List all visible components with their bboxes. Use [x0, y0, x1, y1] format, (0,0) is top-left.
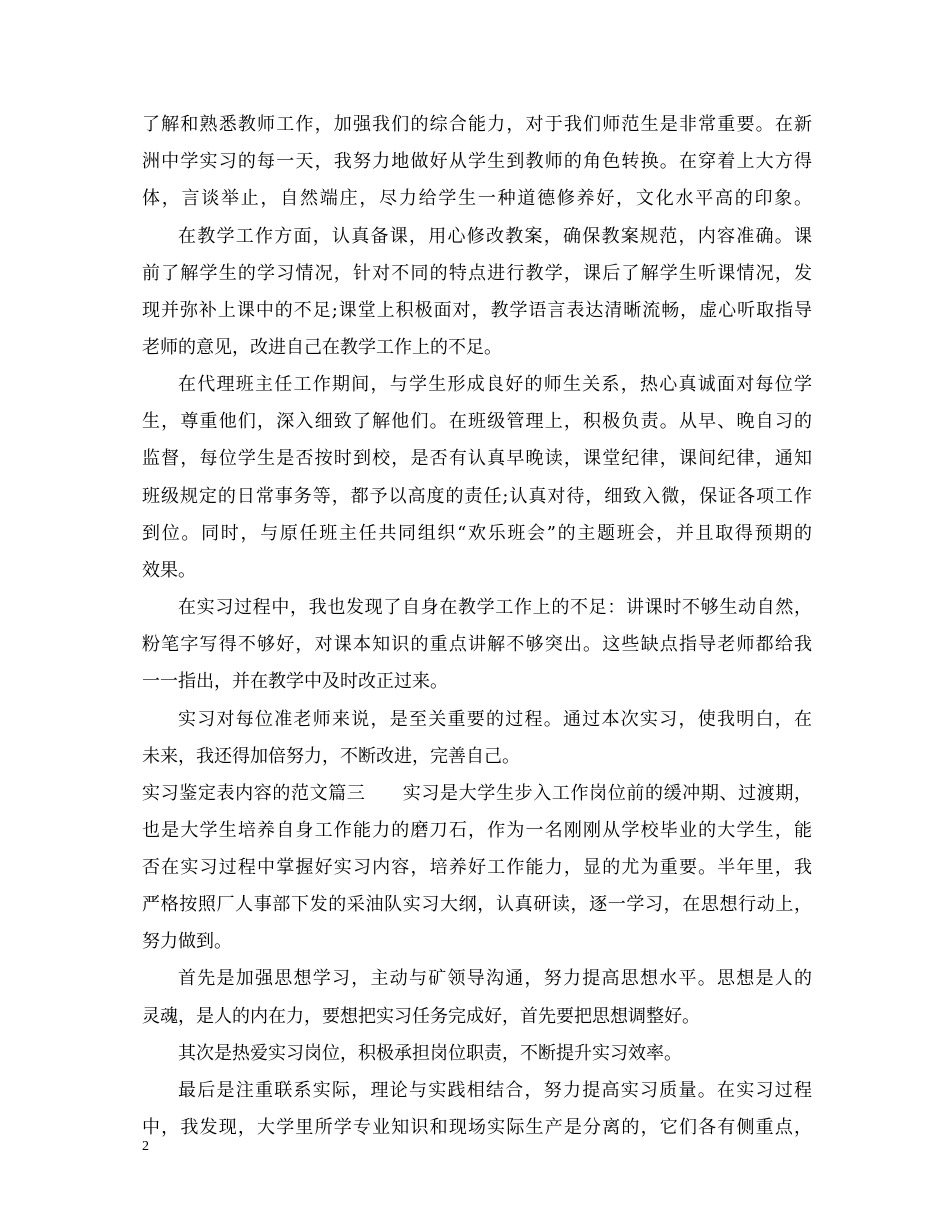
text-line: 在代理班主任工作期间，与学生形成良好的师生关系，热心真诚面对每位学 [178, 374, 814, 395]
text-line: 到位。同时，与原任班主任共同组织“欢乐班会”的主题班会，并且取得预期的 [142, 523, 814, 544]
text-line: 严格按照厂人事部下发的采油队实习大纲，认真研读，逐一学习，在思想行动上， [142, 894, 813, 915]
text-line: 体，言谈举止，自然端庄，尽力给学生一种道德修养好，文化水平高的印象。 [142, 188, 814, 209]
text-line: 最后是注重联系实际，理论与实践相结合，努力提高实习质量。在实习过程 [178, 1080, 814, 1101]
text-line: 在教学工作方面，认真备课，用心修改教案，确保教案规范，内容准确。课 [178, 226, 814, 247]
text-line: 现并弥补上课中的不足;课堂上积极面对，教学语言表达清晰流畅，虚心听取指导 [142, 300, 813, 321]
text-line: 班级规定的日常事务等，都予以高度的责任;认真对待，细致入微，保证各项工作 [142, 486, 813, 507]
text-line: 首先是加强思想学习，主动与矿领导沟通，努力提高思想水平。思想是人的 [178, 968, 814, 989]
text-line: 实习对每位准老师来说，是至关重要的过程。通过本次实习，使我明白，在 [178, 709, 814, 730]
text-line: 其次是热爱实习岗位，积极承担岗位职责，不断提升实习效率。 [178, 1043, 682, 1064]
text-line: 监督，每位学生是否按时到校，是否有认真早晚读，课堂纪律，课间纪律，通知 [142, 448, 814, 469]
text-line: 在实习过程中，我也发现了自身在教学工作上的不足：讲课时不够生动自然， [178, 597, 813, 618]
text-line: 效果。 [142, 560, 196, 581]
page-number: 2 [142, 1139, 149, 1154]
text-line: 中，我发现，大学里所学专业知识和现场实际生产是分离的，它们各有侧重点， [142, 1117, 814, 1138]
text-line: 老师的意见，改进自己在教学工作上的不足。 [142, 337, 502, 358]
text-line: 粉笔字写得不够好，对课本知识的重点讲解不够突出。这些缺点指导老师都给我 [142, 634, 814, 655]
text-line: 灵魂，是人的内在力，要想把实习任务完成好，首先要把思想调整好。 [142, 1006, 700, 1027]
text-line: 了解和熟悉教师工作，加强我们的综合能力，对于我们师范生是非常重要。在新 [142, 114, 814, 135]
text-line: 未来，我还得加倍努力，不断改进，完善自己。 [142, 746, 520, 767]
text-line: 前了解学生的学习情况，针对不同的特点进行教学，课后了解学生听课情况，发 [142, 263, 814, 284]
text-line: 实习鉴定表内容的范文篇三 实习是大学生步入工作岗位前的缓冲期、过渡期， [142, 783, 813, 804]
text-line: 生，尊重他们，深入细致了解他们。在班级管理上，积极负责。从早、晚自习的 [142, 411, 814, 432]
text-line: 也是大学生培养自身工作能力的磨刀石，作为一名刚刚从学校毕业的大学生，能 [142, 820, 814, 841]
text-line: 洲中学实习的每一天，我努力地做好从学生到教师的角色转换。在穿着上大方得 [142, 151, 814, 172]
text-line: 否在实习过程中掌握好实习内容，培养好工作能力，显的尤为重要。半年里，我 [142, 857, 814, 878]
text-line: 努力做到。 [142, 931, 232, 952]
text-line: 一一指出，并在教学中及时改正过来。 [142, 671, 448, 692]
